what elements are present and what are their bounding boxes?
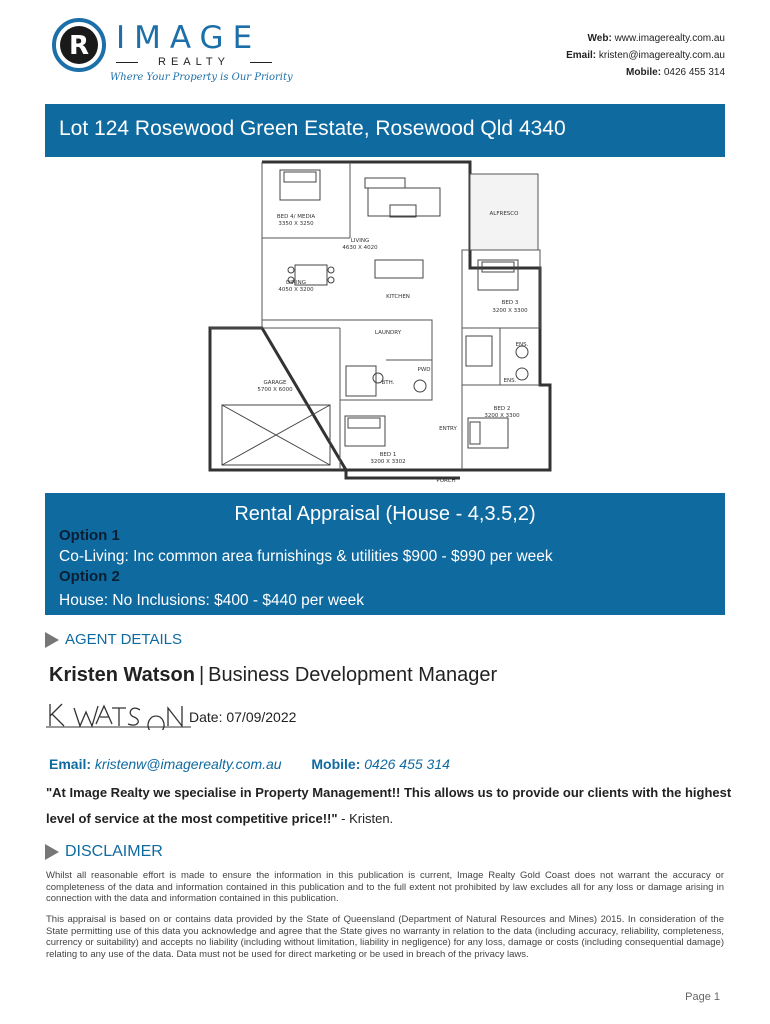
signature-image: [46, 700, 191, 730]
room-size: 3200 X 3302: [370, 459, 406, 465]
appraisal-heading: Rental Appraisal (House - 4,3.5,2): [234, 503, 536, 525]
property-title: Lot 124 Rosewood Green Estate, Rosewood Qld 4340: [59, 117, 566, 140]
brand-tagline: Where Your Property is Our Priority: [110, 72, 293, 83]
room-label: LAUNDRY: [374, 330, 402, 336]
agent-mobile: 0426 455 314: [364, 756, 450, 772]
contact-block: [566, 30, 725, 81]
rental-appraisal-box: [45, 493, 725, 615]
arrow-right-icon: [45, 632, 59, 648]
room-label: ALFRESCO: [489, 211, 519, 217]
agent-name: Kristen Watson: [49, 664, 195, 686]
disclaimer-heading: DISCLAIMER: [45, 843, 163, 861]
option2-label: Option 2: [59, 568, 120, 585]
agent-separator: |: [198, 664, 205, 686]
floor-plan: [200, 160, 565, 490]
agent-contact-row: Email: kristenw@imagerealty.com.au Mobile: 0426 455 314: [49, 756, 450, 772]
brand-sub: REALTY: [116, 56, 272, 68]
agent-name-line: [49, 664, 497, 687]
room-label: BED 3: [501, 300, 519, 306]
quote-attribution: - Kristen.: [337, 811, 394, 826]
agent-email-link[interactable]: kristenw@imagerealty.com.au: [94, 756, 282, 772]
contact-mobile: Mobile: 0426 455 314: [626, 67, 725, 78]
email-link[interactable]: kristen@imagerealty.com.au: [598, 50, 725, 61]
arrow-right-icon: [45, 844, 59, 860]
room-label: PORCH: [436, 478, 456, 484]
room-label: GARAGE: [263, 380, 287, 386]
room-label: PWD: [417, 367, 431, 373]
web-link[interactable]: www.imagerealty.com.au: [614, 33, 725, 44]
option2-text: House: No Inclusions: $400 - $440 per week: [59, 592, 365, 609]
svg-text:R: R: [68, 31, 90, 61]
agent-quote: [46, 780, 736, 832]
logo-mark-icon: [50, 16, 108, 74]
brand-logo: [50, 16, 293, 90]
room-label: ENS.: [515, 342, 529, 348]
room-label: BED 4/ MEDIA: [276, 214, 316, 220]
property-title-bar: [45, 104, 725, 157]
room-size: 5700 X 6000: [257, 387, 293, 393]
option1-text: Co-Living: Inc common area furnishings & utilities $900 - $990 per week: [59, 548, 553, 565]
room-size: 4630 X 4020: [342, 245, 378, 251]
room-label: KITCHEN: [386, 294, 410, 300]
contact-email: Email: kristen@imagerealty.com.au: [566, 50, 725, 61]
room-label: BED 1: [379, 452, 397, 458]
room-size: 3200 X 3300: [492, 308, 528, 314]
room-label: BED 2: [493, 406, 511, 412]
appraisal-date: Date: 07/09/2022: [189, 709, 297, 725]
disclaimer-para-1: Whilst all reasonable effort is made to ensure the information in this publication is current, Image Realty Gold Coast does not warrant the accuracy or completeness of the data and information contained in this publication and to the full extent not prohibited by law excludes all for any loss or damage arising in connection with the data and information contained in this publication.: [46, 870, 724, 904]
contact-web: Web: www.imagerealty.com.au: [587, 33, 725, 44]
room-label: DINING: [286, 280, 306, 286]
agent-role: Business Development Manager: [208, 664, 498, 686]
room-label: ENS.: [503, 378, 517, 384]
room-label: ENTRY: [439, 426, 457, 432]
brand-word: IMAGE: [116, 20, 262, 56]
disclaimer-para-2: This appraisal is based on or contains data provided by the State of Queensland (Department of Natural Resources and Mines) 2015. In consideration of the State permitting use of this data you acknowledge and agree that the State gives no warranty in relation to the data (including accuracy, reliability, completeness, currency or suitability) and accepts no liability (including without limitation, liability in negligence) for any loss, damage or costs (including consequential damage) relating to any use of the data. Data must not be used for direct marketing or be used in breach of the privacy laws.: [46, 914, 724, 960]
agent-details-heading: AGENT DETAILS: [45, 631, 182, 648]
room-label: LIVING: [350, 238, 370, 244]
room-label: BTH.: [381, 380, 395, 386]
room-size: 3350 X 3250: [278, 221, 314, 227]
page-number: Page 1: [685, 991, 720, 1003]
quote-text: "At Image Realty we specialise in Property Management!! This allows us to provide our clients with the highest level of service at the most competitive price!!": [46, 785, 732, 826]
option1-label: Option 1: [59, 527, 120, 544]
room-size: 3200 X 3300: [484, 413, 520, 419]
mobile-number: 0426 455 314: [663, 67, 725, 78]
room-size: 4050 X 3200: [278, 287, 314, 293]
